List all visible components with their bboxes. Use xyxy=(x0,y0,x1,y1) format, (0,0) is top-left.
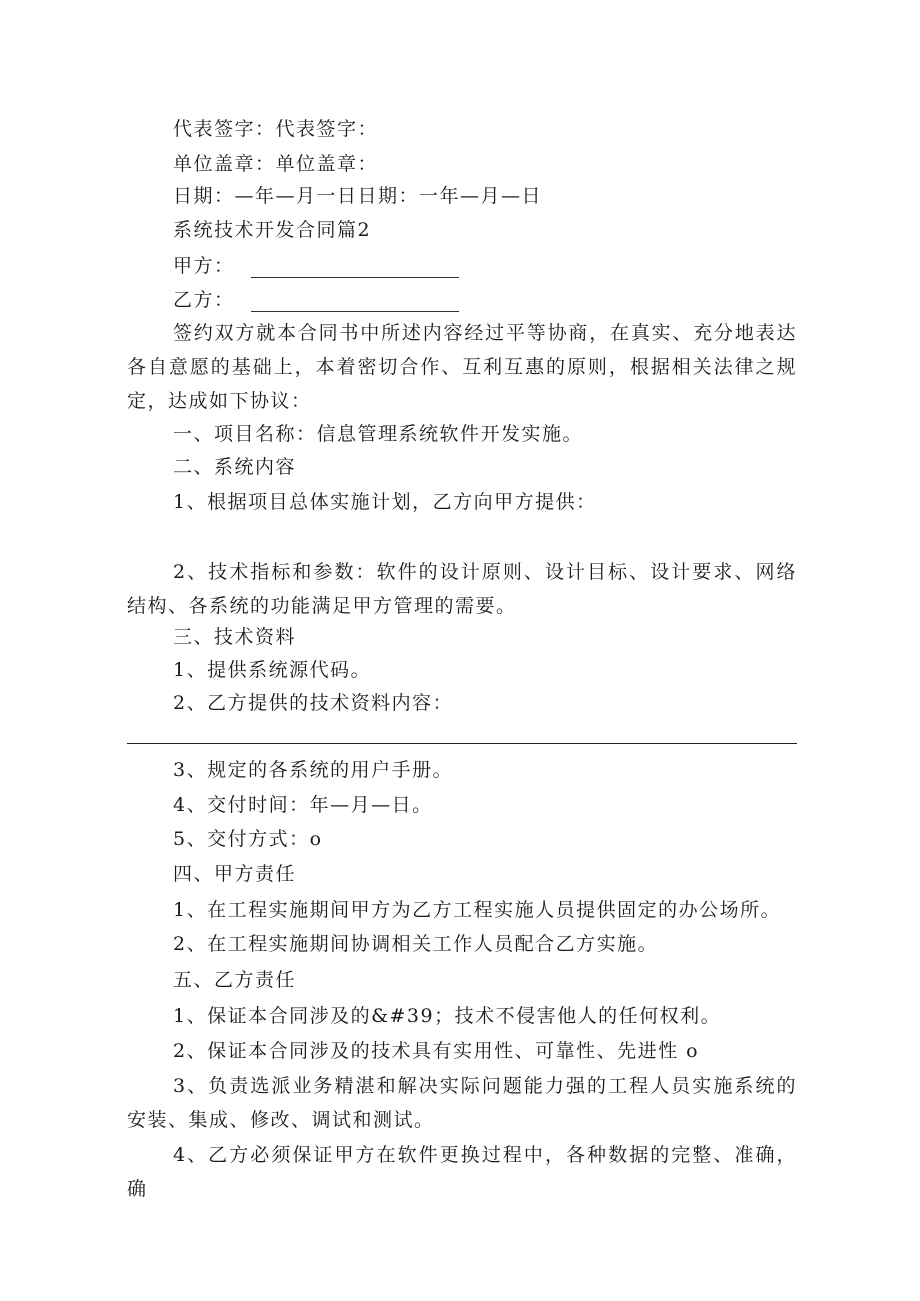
intro-paragraph: 签约双方就本合同书中所述内容经过平等协商，在真实、充分地表达各自意愿的基础上，本着密切合作、互利互惠的原则，根据相关法律之规定，达成如下协议： xyxy=(127,322,797,412)
section-5-item-2: 2、保证本合同涉及的技术具有实用性、可靠性、先进性 o xyxy=(173,1040,700,1062)
section-4-item-2: 2、在工程实施期间协调相关工作人员配合乙方实施。 xyxy=(173,933,659,955)
section-5-item-1: 1、保证本合同涉及的&#39；技术不侵害他人的任何权利。 xyxy=(173,1005,722,1027)
rep-signature-line: 代表签字：代表签字： xyxy=(173,118,379,140)
party-a-blank xyxy=(251,259,459,278)
section-3-item-4: 4、交付时间：年—月—日。 xyxy=(173,794,433,816)
section-4-heading: 四、甲方责任 xyxy=(173,863,297,885)
section-3-item-5: 5、交付方式：o xyxy=(173,828,323,850)
section-1-project-name: 一、项目名称：信息管理系统软件开发实施。 xyxy=(173,423,584,445)
section-5-item-3: 3、负责选派业务精湛和解决实际问题能力强的工程人员实施系统的安装、集成、修改、调试和测试。 xyxy=(127,1075,797,1131)
party-b-blank xyxy=(251,293,459,312)
section-2-item-2: 2、技术指标和参数：软件的设计原则、设计目标、设计要求、网络结构、各系统的功能满足甲方管理的需要。 xyxy=(127,561,797,617)
section-5-item-4: 4、乙方必须保证甲方在软件更换过程中，各种数据的完整、准确，确 xyxy=(127,1144,797,1200)
section-4-item-1: 1、在工程实施期间甲方为乙方工程实施人员提供固定的办公场所。 xyxy=(173,899,782,921)
section-3-item-2: 2、乙方提供的技术资料内容： xyxy=(173,692,454,714)
document-title: 系统技术开发合同篇2 xyxy=(173,219,372,241)
section-3-heading: 三、技术资料 xyxy=(173,626,297,648)
section-2-heading: 二、系统内容 xyxy=(173,456,297,478)
party-a-line xyxy=(173,254,459,278)
date-line: 日期：—年—月一日日期：一年—月—日 xyxy=(173,185,543,207)
party-b-label: 乙方： xyxy=(173,289,235,311)
party-b-line xyxy=(173,288,459,312)
section-3-item-3: 3、规定的各系统的用户手册。 xyxy=(173,759,454,781)
section-3-item-1: 1、提供系统源代码。 xyxy=(173,659,372,681)
party-a-label: 甲方： xyxy=(173,255,235,277)
horizontal-rule xyxy=(127,743,797,744)
section-5-heading: 五、乙方责任 xyxy=(173,969,297,991)
unit-seal-line: 单位盖章：单位盖章： xyxy=(173,153,379,175)
section-2-item-1: 1、根据项目总体实施计划，乙方向甲方提供： xyxy=(173,491,597,513)
